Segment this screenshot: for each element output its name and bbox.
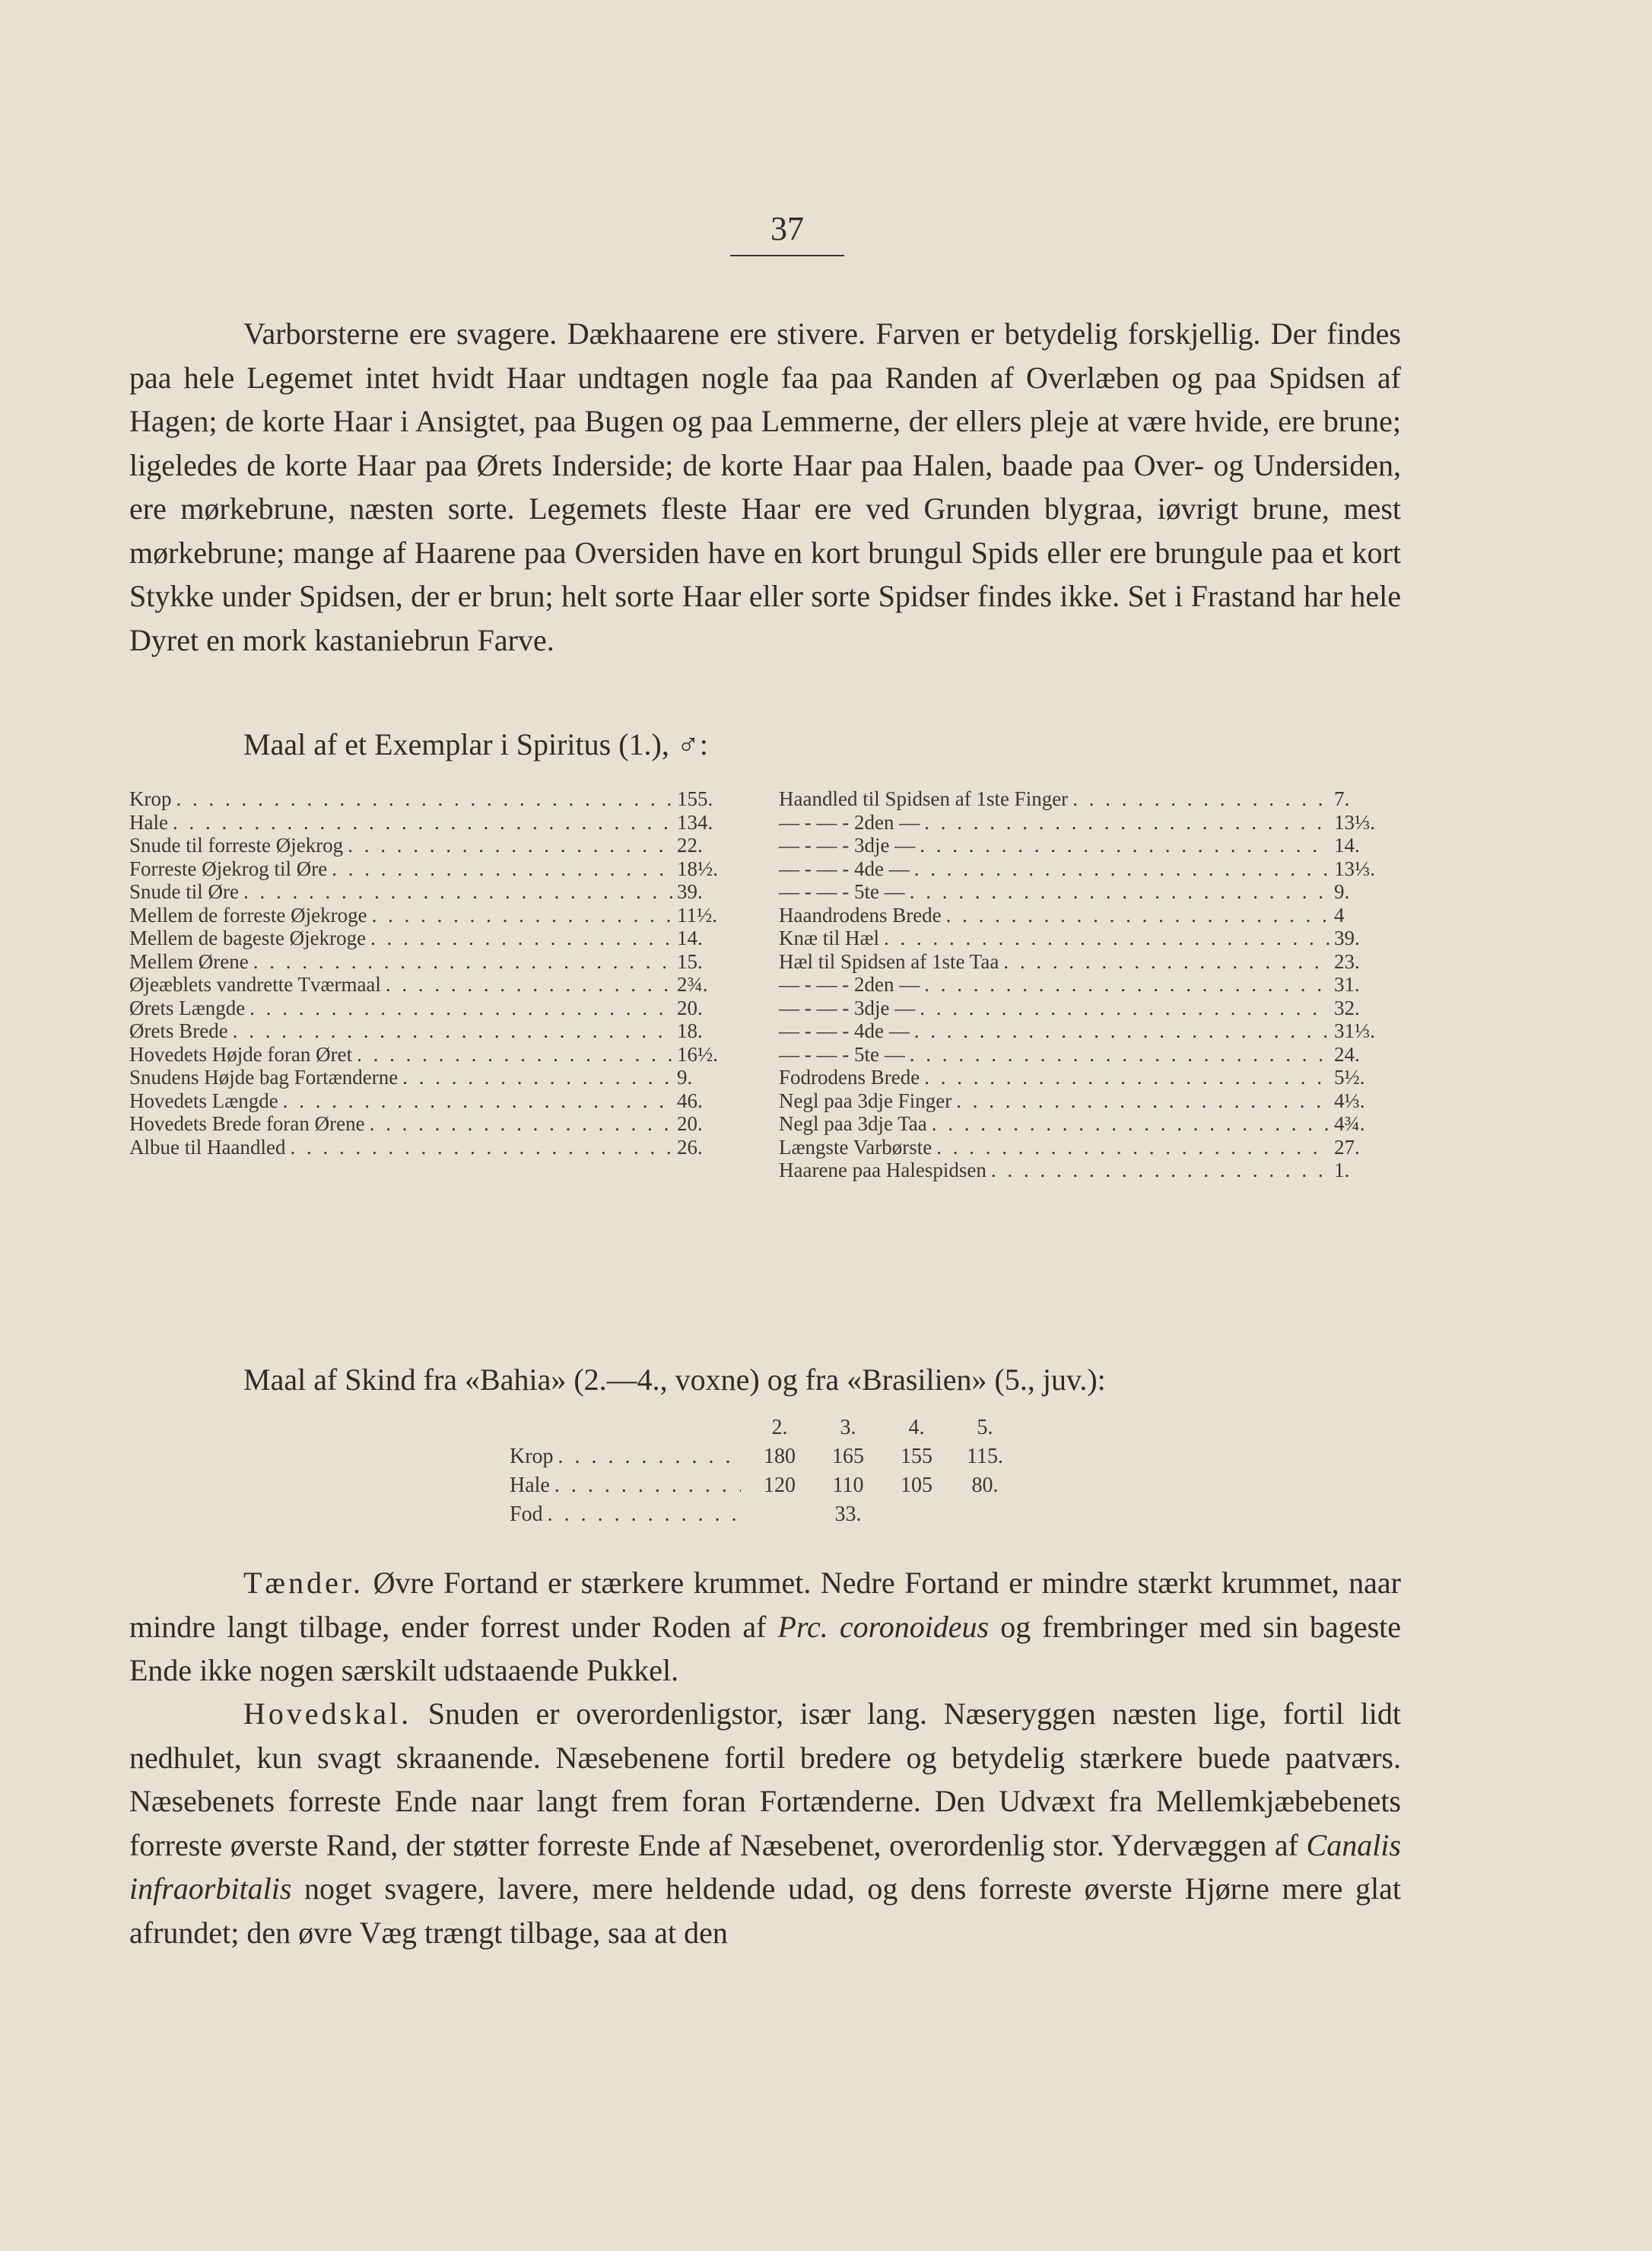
measurement-label: Mellem Ørene xyxy=(129,949,249,973)
measurement-value: 155. xyxy=(677,787,713,810)
skin-measurement-table xyxy=(510,1413,1019,1529)
measurement-label: Mellem de bageste Øjekroge xyxy=(129,927,367,949)
measurement-value: 31. xyxy=(1334,973,1360,996)
measurement-row xyxy=(779,997,1387,1020)
skin-cell: 80. xyxy=(971,1474,999,1497)
leader-dots xyxy=(924,811,1330,835)
measurement-list-right xyxy=(779,787,1387,1182)
measurement-value: 4¾. xyxy=(1334,1112,1365,1135)
leader-dots xyxy=(249,997,672,1020)
measurement-value: 24. xyxy=(1334,1042,1360,1066)
measurement-row xyxy=(779,950,1387,974)
measurement-value: 13⅓. xyxy=(1334,857,1375,880)
measurement-row xyxy=(129,1089,738,1113)
skin-cell xyxy=(882,1500,951,1529)
skin-cell xyxy=(951,1500,1019,1529)
leader-dots xyxy=(283,1089,672,1113)
measurement-row xyxy=(779,857,1387,881)
measurement-label: Længste Varbørste xyxy=(779,1135,932,1159)
leader-dots xyxy=(290,1136,672,1159)
measurement-label: Ørets Brede xyxy=(129,1019,228,1042)
leader-dots xyxy=(253,950,672,974)
measurement-label: — - — - 2den — xyxy=(779,973,920,996)
measurement-label: — - — - 4de — xyxy=(779,857,910,880)
measurement-label: — - — - 4de — xyxy=(779,1019,910,1042)
paragraph-skull xyxy=(129,1692,1401,1954)
leader-dots xyxy=(932,1112,1330,1136)
measurement-label: Mellem de forreste Øjekroge xyxy=(129,903,367,927)
measurement-label: Snude til Øre xyxy=(129,880,239,903)
measurement-value: 32. xyxy=(1334,996,1360,1019)
measurement-row xyxy=(779,1136,1387,1159)
measurement-value: 11½. xyxy=(677,903,717,927)
measurement-row xyxy=(129,1112,738,1136)
measurement-value: 4 xyxy=(1334,903,1345,927)
measurement-value: 39. xyxy=(1334,927,1360,949)
measurement-row xyxy=(779,1043,1387,1067)
skin-column-header: 5. xyxy=(977,1416,993,1439)
measurement-value: 39. xyxy=(677,880,703,903)
paragraph-teeth xyxy=(129,1561,1401,1693)
measurement-value: 18½. xyxy=(677,857,718,880)
measurement-label: Hale xyxy=(129,810,168,834)
leader-dots xyxy=(332,857,672,881)
measurement-heading-spirit: Maal af et Exemplar i Spiritus (1.), ♂: xyxy=(243,727,708,761)
skin-table-header xyxy=(510,1413,1019,1442)
leader-dots xyxy=(924,1066,1330,1089)
measurement-label: Knæ til Hæl xyxy=(779,927,880,949)
skin-column-header: 4. xyxy=(908,1416,925,1439)
skin-column-header: 3. xyxy=(840,1416,856,1439)
measurement-value: 15. xyxy=(677,949,703,973)
measurement-label: Krop xyxy=(129,787,172,810)
measurement-label: Albue til Haandled xyxy=(129,1135,286,1159)
measurement-label: Øjeæblets vandrette Tværmaal xyxy=(129,973,381,996)
leader-dots xyxy=(402,1066,672,1089)
skin-row-label: Hale xyxy=(510,1474,550,1497)
measurement-row xyxy=(129,1019,738,1043)
measurement-row xyxy=(779,834,1387,857)
section-lead-teeth: Tænder. xyxy=(243,1566,364,1600)
measurement-label: Negl paa 3dje Taa xyxy=(779,1112,927,1135)
measurement-label: — - — - 5te — xyxy=(779,880,905,903)
leader-dots xyxy=(243,880,672,904)
measurement-row xyxy=(779,880,1387,904)
leader-dots xyxy=(386,973,672,997)
measurement-value: 31⅓. xyxy=(1334,1019,1375,1042)
skin-cell: 115. xyxy=(967,1445,1003,1468)
measurement-row xyxy=(129,1043,738,1067)
measurement-value: 5½. xyxy=(1334,1066,1365,1089)
paragraph-skull-text-b: noget svagere, lavere, mere heldende udad, og dens forreste øverste Hjørne mere glat afrundet; den øvre Væg trængt tilbage, saa at den xyxy=(129,1871,1401,1950)
measurement-row xyxy=(779,811,1387,835)
measurement-row xyxy=(129,1066,738,1089)
measurement-row xyxy=(779,1159,1387,1182)
measurement-row xyxy=(129,927,738,950)
leader-dots xyxy=(558,1442,741,1471)
measurement-value: 27. xyxy=(1334,1135,1360,1159)
skin-cell: 110 xyxy=(832,1474,864,1497)
measurement-value: 22. xyxy=(677,834,703,857)
measurement-value: 14. xyxy=(1334,834,1360,857)
measurement-label: Hovedets Brede foran Ørene xyxy=(129,1112,365,1135)
leader-dots xyxy=(914,1019,1330,1043)
leader-dots xyxy=(920,997,1330,1020)
measurement-row xyxy=(129,973,738,997)
measurement-row xyxy=(129,880,738,904)
measurement-value: 16½. xyxy=(677,1042,718,1066)
measurement-label: Snude til forreste Øjekrog xyxy=(129,834,344,857)
leader-dots xyxy=(914,857,1330,881)
measurement-value: 9. xyxy=(677,1066,693,1089)
measurement-value: 18. xyxy=(677,1019,703,1042)
paragraph-skull-text-a: Snuden er overordenligstor, især lang. Næseryggen næsten lige, fortil lidt nedhulet, kun svagt skraanende. Næsebenene fortil bredere og betydelig stærkere buede paatværs. Næsebenets forreste Ende naar langt frem foran Fortænderne. Den Udvæxt fra Mellemkjæbebenets forreste øverste Rand, der støtter forreste Ende af Næsebenet, overordenlig stor. Ydervæggen af xyxy=(129,1696,1401,1862)
measurement-value: 26. xyxy=(677,1135,703,1159)
measurement-value: 4⅓. xyxy=(1334,1089,1365,1112)
leader-dots xyxy=(372,904,672,927)
measurement-label: Hovedets Højde foran Øret xyxy=(129,1042,353,1066)
measurement-row xyxy=(779,1112,1387,1136)
measurement-heading-skins: Maal af Skind fra «Bahia» (2.—4., voxne) og fra «Brasilien» (5., juv.): xyxy=(243,1362,1106,1397)
skin-column-header: 2. xyxy=(771,1416,788,1439)
leader-dots xyxy=(936,1136,1330,1159)
skin-table-row xyxy=(510,1500,1019,1529)
leader-dots xyxy=(357,1043,672,1067)
paragraph-skull-italic: Canalis infraorbitalis xyxy=(129,1827,1401,1906)
measurement-row xyxy=(129,997,738,1020)
page-number: 37 xyxy=(770,210,804,247)
measurement-label: Snudens Højde bag Fortænderne xyxy=(129,1066,399,1089)
skin-row-label: Fod xyxy=(510,1502,543,1526)
measurement-label: Haarene paa Halespidsen xyxy=(779,1159,986,1181)
skin-table-row xyxy=(510,1442,1019,1471)
skin-cell xyxy=(745,1500,814,1529)
measurement-row xyxy=(129,857,738,881)
measurement-label: — - — - 5te — xyxy=(779,1042,905,1066)
leader-dots xyxy=(176,787,673,811)
skin-cell: 155 xyxy=(901,1445,932,1468)
measurement-row xyxy=(779,1066,1387,1089)
measurement-value: 2¾. xyxy=(677,973,708,996)
skin-cell: 165 xyxy=(832,1445,864,1468)
section-lead-skull: Hovedskal. xyxy=(243,1696,412,1731)
leader-dots xyxy=(910,880,1330,904)
leader-dots xyxy=(884,927,1330,950)
measurement-row xyxy=(129,950,738,974)
leader-dots xyxy=(1072,787,1330,811)
paragraph-teeth-text-a: Øvre Fortand er stærkere krummet. Nedre Fortand er mindre stærkt krummet, naar mindre langt tilbage, ender forrest under Roden af xyxy=(129,1566,1401,1644)
measurement-label: Fodrodens Brede xyxy=(779,1066,920,1089)
measurement-row xyxy=(129,787,738,811)
paragraph-hair-description: Varborsterne ere svagere. Dækhaarene ere stivere. Farven er betydelig forskjellig. Der findes paa hele Legemet intet hvidt Haar undtagen nogle faa paa Randen af Overlæben og paa Spidsen af Hagen; de korte Haar i Ansigtet, paa Bugen og paa Lemmerne, der ellers pleje at være hvide, ere brune; ligeledes de korte Haar paa Ørets Inderside; de korte Haar paa Halen, baade paa Over- og Undersiden, ere mørkebrune, næsten sorte. Legemets fleste Haar ere ved Grunden blygraa, iøvrigt brune, mest mørkebrune; mange af Haarene paa Oversiden have en kort brungul Spids eller ere brungule paa et kort Stykke under Spidsen, der er brun; helt sorte Haar eller sorte Spidser findes ikke. Set i Frastand har hele Dyret en mork kastaniebrun Farve. xyxy=(129,316,1401,657)
measurement-value: 7. xyxy=(1334,787,1350,810)
measurement-row xyxy=(779,927,1387,950)
measurement-value: 134. xyxy=(677,810,713,834)
leader-dots xyxy=(946,904,1330,927)
measurement-row xyxy=(779,1019,1387,1043)
skin-cell: 105 xyxy=(901,1474,932,1497)
measurement-value: 46. xyxy=(677,1089,703,1112)
leader-dots xyxy=(991,1159,1330,1182)
leader-dots xyxy=(370,927,672,950)
measurement-row xyxy=(129,1136,738,1159)
leader-dots xyxy=(1003,950,1330,974)
leader-dots xyxy=(924,973,1330,997)
paragraph-teeth-text-b: og frembringer med sin bageste Ende ikke nogen særskilt udstaaende Pukkel. xyxy=(129,1609,1402,1687)
measurement-label: — - — - 2den — xyxy=(779,810,920,834)
measurement-value: 20. xyxy=(677,1112,703,1135)
measurement-value: 9. xyxy=(1334,880,1350,903)
measurement-row xyxy=(779,904,1387,927)
paragraph-teeth-italic: Prc. coronoideus xyxy=(777,1609,990,1644)
leader-dots xyxy=(554,1471,741,1500)
measurement-row xyxy=(129,811,738,835)
measurement-label: — - — - 3dje — xyxy=(779,834,916,857)
measurement-list-left xyxy=(129,787,738,1159)
leader-dots xyxy=(920,834,1330,857)
measurement-row xyxy=(779,973,1387,997)
measurement-row xyxy=(129,904,738,927)
measurement-label: Hovedets Længde xyxy=(129,1089,278,1112)
measurement-label: Forreste Øjekrog til Øre xyxy=(129,857,328,880)
leader-dots xyxy=(173,811,672,835)
leader-dots xyxy=(910,1043,1330,1067)
leader-dots xyxy=(548,1500,741,1529)
leader-dots xyxy=(348,834,672,857)
leader-dots xyxy=(956,1089,1330,1113)
measurement-value: 14. xyxy=(677,927,703,949)
measurement-label: Hæl til Spidsen af 1ste Taa xyxy=(779,949,999,973)
measurement-value: 20. xyxy=(677,996,703,1019)
skin-table-row xyxy=(510,1471,1019,1500)
page-number-rule xyxy=(730,255,844,256)
measurement-label: Ørets Længde xyxy=(129,996,246,1019)
measurement-row xyxy=(779,787,1387,811)
skin-row-label: Krop xyxy=(510,1445,554,1468)
leader-dots xyxy=(370,1112,672,1136)
measurement-row xyxy=(779,1089,1387,1113)
skin-cell: 120 xyxy=(764,1474,796,1497)
measurement-label: — - — - 3dje — xyxy=(779,996,916,1019)
measurement-row xyxy=(129,834,738,857)
measurement-value: 1. xyxy=(1334,1159,1350,1181)
measurement-label: Negl paa 3dje Finger xyxy=(779,1089,952,1112)
skin-cell: 180 xyxy=(764,1445,796,1468)
measurement-value: 23. xyxy=(1334,949,1360,973)
measurement-label: Haandrodens Brede xyxy=(779,903,942,927)
measurement-value: 13⅓. xyxy=(1334,810,1375,834)
measurement-label: Haandled til Spidsen af 1ste Finger xyxy=(779,787,1069,810)
skin-cell: 33. xyxy=(834,1502,862,1526)
leader-dots xyxy=(233,1019,672,1043)
